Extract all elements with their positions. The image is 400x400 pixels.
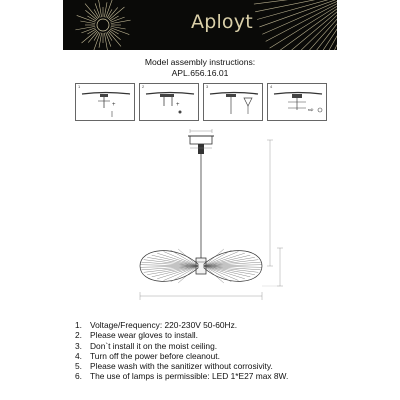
pendant-lamp-drawing bbox=[120, 126, 300, 314]
instruction-text: Turn off the power before cleanout. bbox=[90, 350, 220, 361]
step-number: 1 bbox=[78, 84, 81, 89]
step-number: 3 bbox=[206, 84, 209, 89]
step-number: 4 bbox=[270, 84, 273, 89]
instruction-item bbox=[75, 341, 375, 351]
assembly-step-1 bbox=[75, 83, 135, 121]
instruction-number: 5. bbox=[75, 361, 82, 372]
model-code: APL.656.16.01 bbox=[171, 68, 229, 78]
document-title: Model assembly instructions: bbox=[144, 57, 256, 67]
svg-text:+: + bbox=[112, 102, 116, 108]
final-assembly-illustration bbox=[268, 84, 328, 122]
instruction-number: 3. bbox=[75, 340, 82, 351]
brand-name: Aployt bbox=[191, 11, 253, 33]
ceiling-mount-illustration bbox=[76, 84, 136, 122]
document-title-block bbox=[0, 57, 400, 79]
svg-text:⇨: ⇨ bbox=[308, 107, 314, 114]
instruction-text: Voltage/Frequency: 220-230V 50-60Hz. bbox=[90, 320, 238, 330]
instruction-text: Please wash with the sanitizer without corrosivity. bbox=[90, 361, 273, 372]
brand-banner bbox=[63, 0, 337, 50]
svg-text:+: + bbox=[176, 102, 180, 108]
instruction-number: 1. bbox=[75, 320, 82, 330]
instructions-list bbox=[75, 320, 375, 382]
instruction-number: 4. bbox=[75, 350, 82, 361]
instruction-item bbox=[75, 351, 375, 361]
instruction-item bbox=[75, 371, 375, 381]
instruction-text: Don`t install it on the moist ceiling. bbox=[90, 340, 218, 351]
assembly-step-2 bbox=[139, 83, 199, 121]
instruction-item bbox=[75, 330, 375, 340]
canopy-attach-illustration bbox=[204, 84, 264, 122]
instruction-number: 6. bbox=[75, 371, 82, 382]
assembly-step-3 bbox=[203, 83, 263, 121]
dimension-diagram bbox=[120, 126, 300, 314]
step-number: 2 bbox=[142, 84, 145, 89]
instruction-number: 2. bbox=[75, 330, 82, 341]
instruction-item bbox=[75, 361, 375, 371]
instruction-text: The use of lamps is permissible: LED 1*E27 max 8W. bbox=[90, 371, 289, 382]
assembly-steps bbox=[75, 83, 327, 123]
bracket-fixing-illustration bbox=[140, 84, 200, 122]
assembly-step-4 bbox=[267, 83, 327, 121]
instruction-item bbox=[75, 320, 375, 330]
instruction-text: Please wear gloves to install. bbox=[90, 330, 198, 341]
